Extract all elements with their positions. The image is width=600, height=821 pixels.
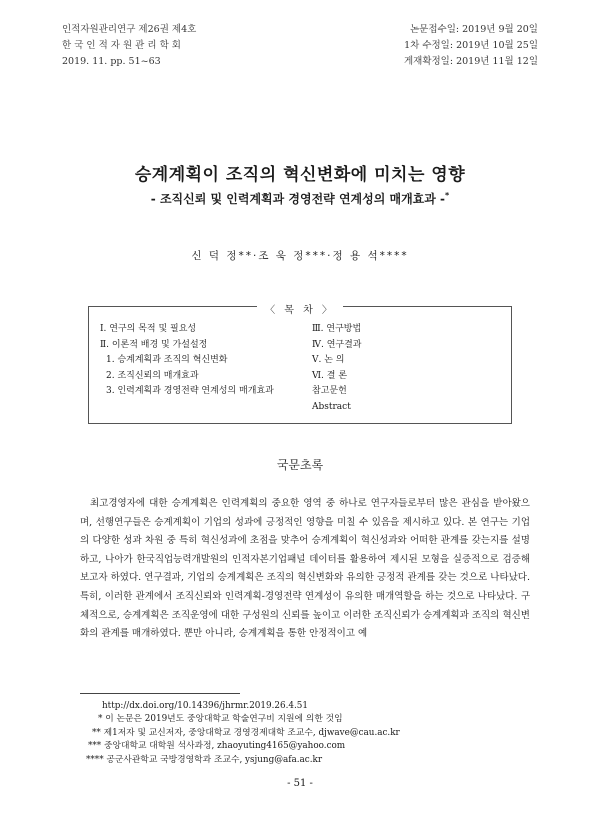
abstract-heading: 국문초록 [276, 458, 324, 472]
doi-link[interactable]: http://dx.doi.org/10.14396/jhrmr.2019.26.4.51 [102, 701, 308, 711]
submission-dates [404, 22, 538, 70]
footnote-funding: * 이 논문은 2019년도 중앙대학교 학술연구비 지원에 의한 것임 [98, 714, 343, 725]
toc-subitem: 2. 조직신뢰의 매개효과 [106, 370, 199, 381]
toc-item: Ⅲ. 연구방법 [312, 324, 362, 334]
toc-item: Ⅳ. 연구결과 [312, 339, 362, 350]
subtitle-text: - 조직신뢰 및 인력계획과 경영전략 연계성의 매개효과 - [150, 192, 446, 206]
footnote-author-2: *** 중앙대학교 대학원 석사과정, zhaoyuting4165@yahoo.com [88, 741, 346, 752]
toc-item: Ⅵ. 결 론 [312, 370, 348, 381]
toc-label-word: 목 차 [284, 305, 316, 316]
toc-item: Ⅱ. 이론적 배경 및 가설설정 [100, 339, 208, 350]
abstract-body: 최고경영자에 대한 승계계획은 인력계획의 중요한 영역 중 하나로 연구자들로부터 많은 관심을 받아왔으며, 선행연구들은 승계계획이 기업의 성과에 긍정적인 영향을 미칠 수 있음을 제시하고 있다. 본 연구는 기업의 다양한 성과 차원 중 특히 혁신성과에 초점을 맞추어 승계계획이 혁신성과와 어떠한 관계를 갖는지를 설명하고, 나아가 한국직업능력개발원의 인적자본기업패널 데이터를 활용하여 제시된 모형을 실증적으로 검증해보고자 하였다. 연구결과, 기업의 승계계획은 조직의 혁신변화와 유의한 긍정적 관계를 갖는 것으로 나타났다. 특히, 이러한 관계에서 조직신뢰와 인력계획-경영전략 연계성이 유의한 매개역할을 하는 것으로 나타났다. 구체적으로, 승계계획은 조직운영에 대한 구성원의 신뢰를 높이고 이러한 조직신뢰가 승계계획과 조직의 혁신변화의 관계를 매개하였다. 뿐만 아니라, 승계계획을 통한 안정적이고 예 [80, 498, 530, 640]
journal-name: 인적자원관리연구 제26권 제4호 [62, 24, 197, 35]
issue-pages: 2019. 11. pp. 51~63 [62, 56, 161, 67]
toc-label-text: 〈 목 차 〉 [257, 305, 343, 316]
toc-subitem: 3. 인력계획과 경영전략 연계성의 매개효과 [106, 386, 274, 396]
toc-label [0, 298, 600, 317]
toc-item: Ⅴ. 논 의 [312, 355, 345, 365]
received-date: 논문접수일: 2019년 9월 20일 [410, 24, 538, 35]
footnotes [86, 700, 400, 767]
subtitle-footnote-mark: * [445, 191, 450, 200]
toc-left-column [100, 322, 274, 400]
footnote-divider [80, 693, 240, 694]
revised-date: 1차 수정일: 2019년 10월 25일 [404, 40, 538, 51]
footnote-author-3: **** 공군사관학교 국방경영학과 조교수, ysjung@afa.ac.kr [86, 754, 323, 765]
journal-info [62, 22, 196, 70]
accepted-date: 게재확정일: 2019년 11월 12일 [403, 56, 538, 67]
paper-subtitle [0, 190, 600, 207]
toc-item: Ⅰ. 연구의 목적 및 필요성 [100, 324, 197, 334]
footnote-author-1: ** 제1저자 및 교신저자, 중앙대학교 경영경제대학 조교수, djwave@cau.ac.kr [92, 727, 400, 738]
author-list: 신 덕 정**·조 욱 정***·정 용 석**** [191, 250, 409, 262]
toc-item: 참고문헌 [312, 386, 347, 396]
paper-title: 승계계획이 조직의 혁신변화에 미치는 영향 [134, 165, 466, 185]
page-number: - 51 - [287, 778, 313, 789]
toc-right-column [312, 322, 362, 415]
toc-item: Abstract [312, 401, 351, 412]
toc-subitem: 1. 승계계획과 조직의 혁신변화 [106, 355, 228, 365]
society-name: 한 국 인 적 자 원 관 리 학 회 [62, 40, 181, 51]
